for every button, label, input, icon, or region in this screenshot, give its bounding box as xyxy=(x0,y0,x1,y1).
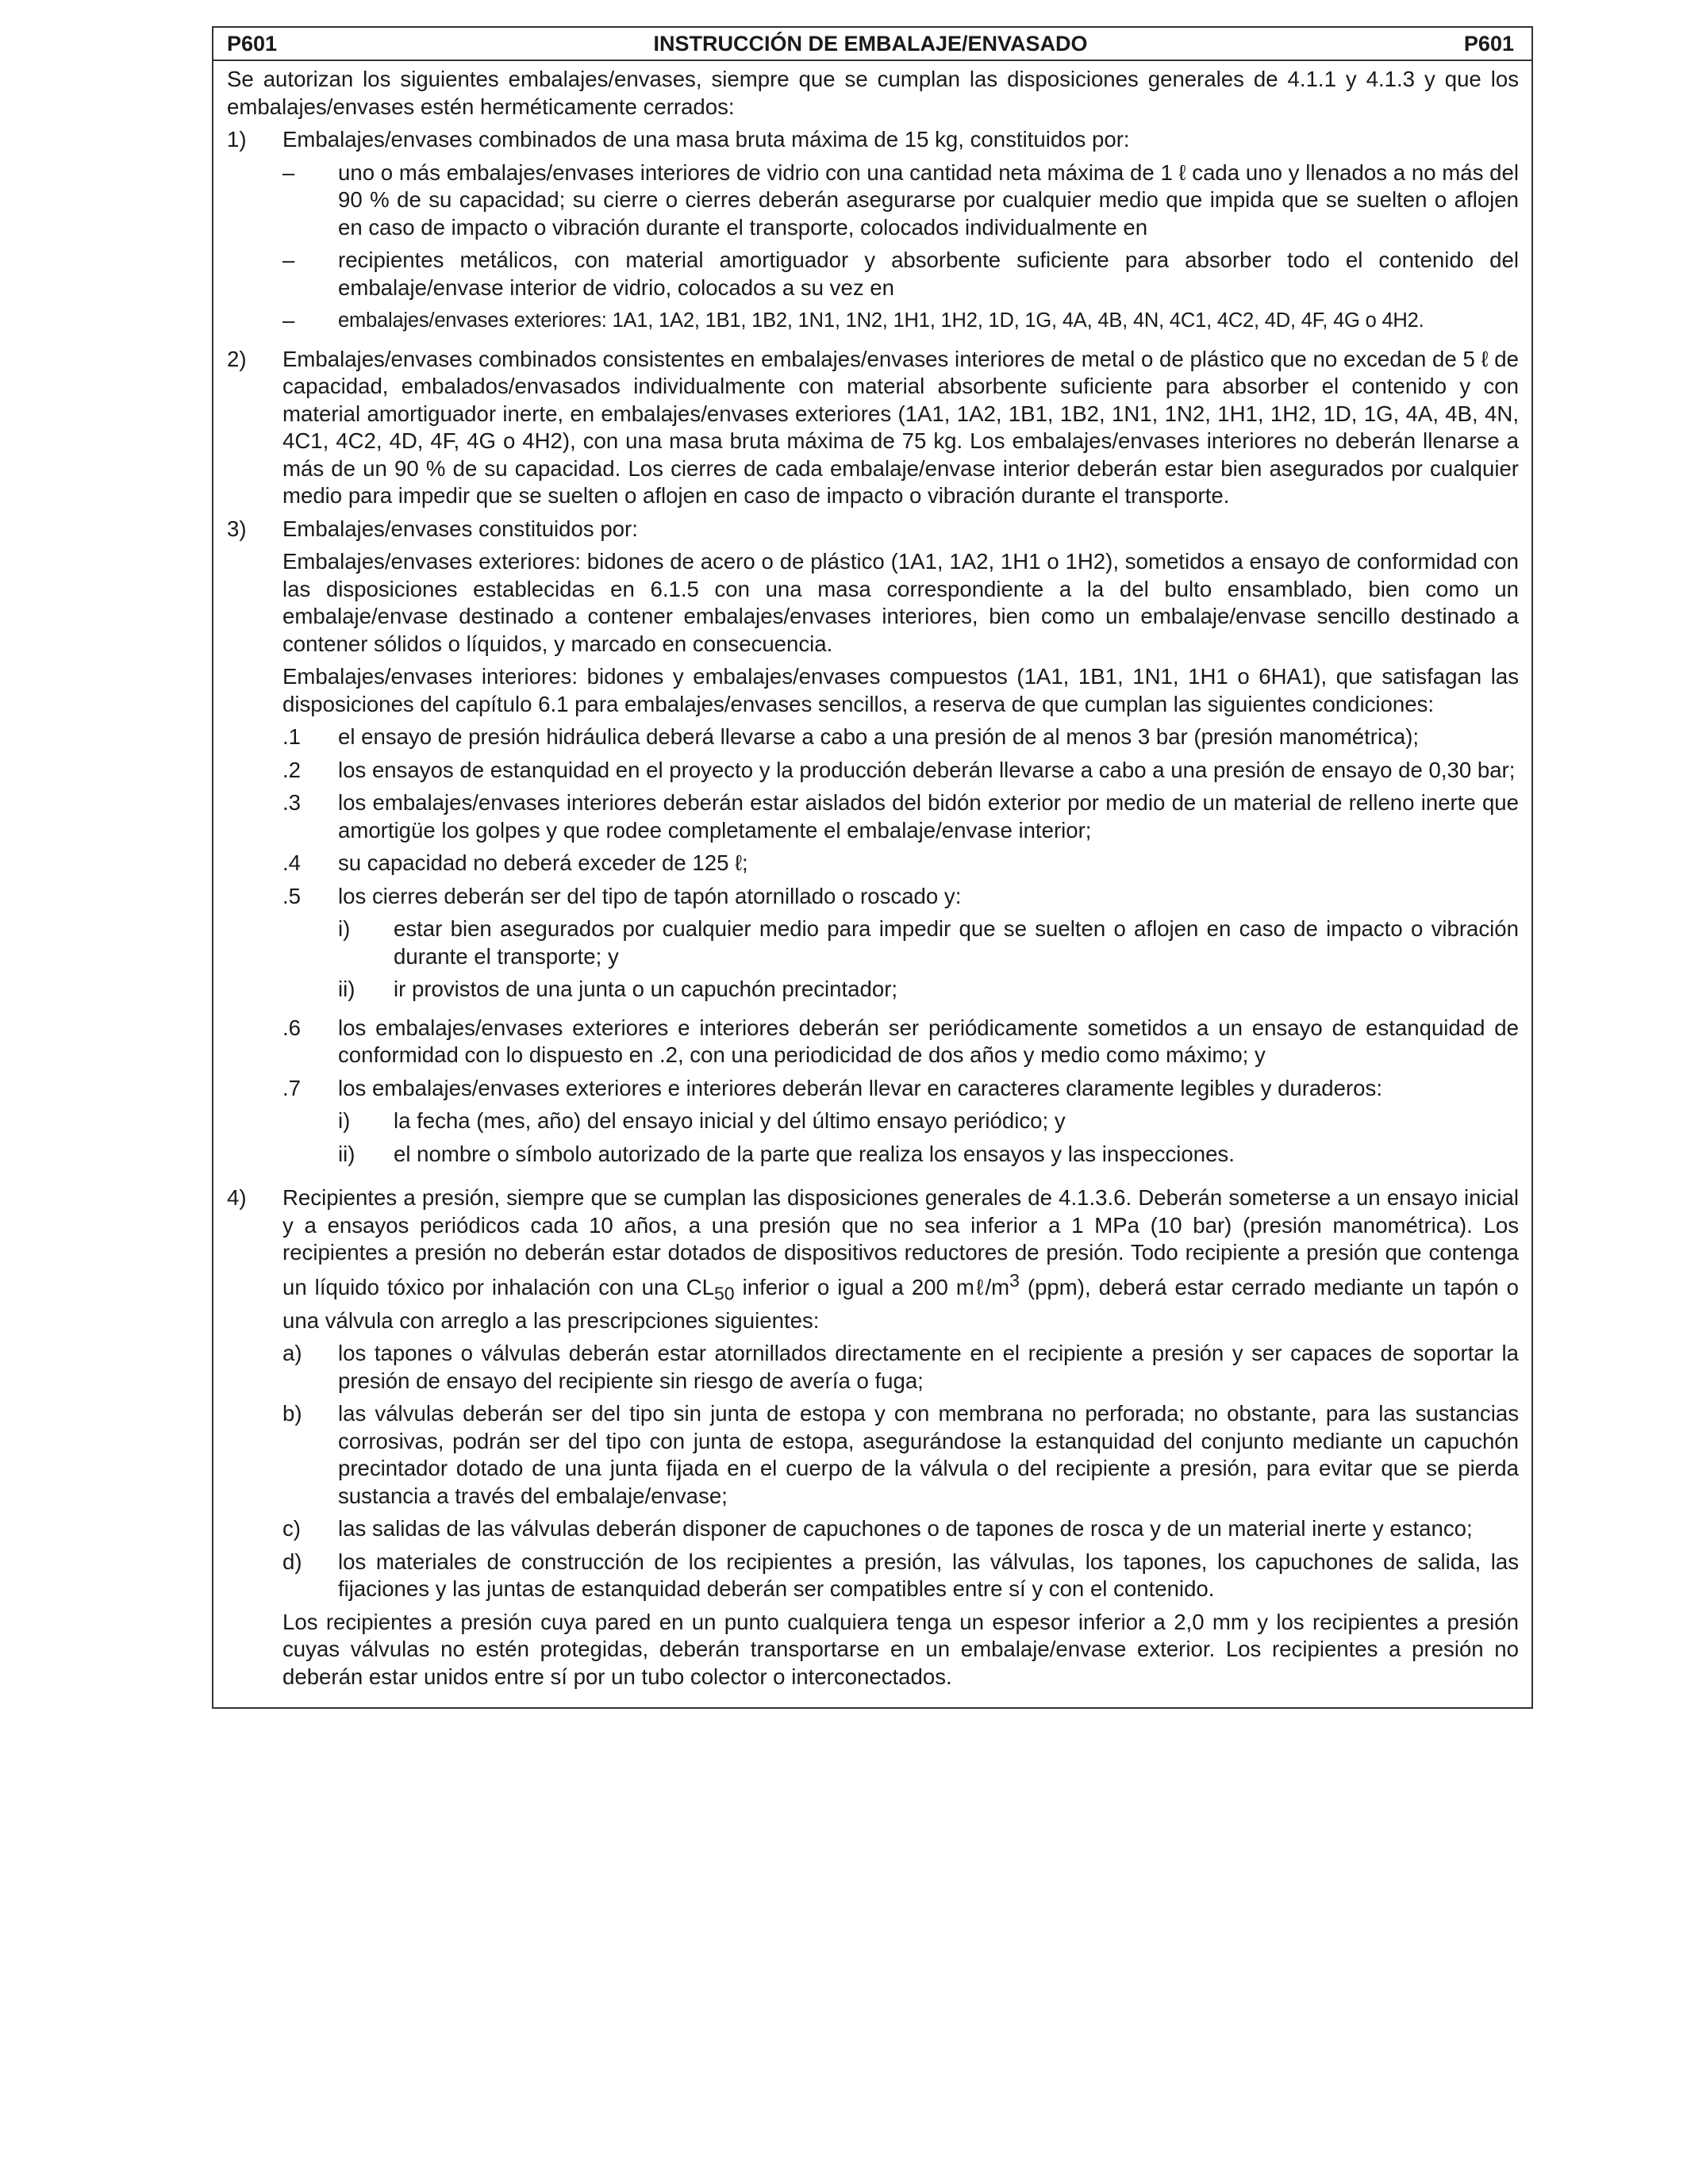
item-text xyxy=(282,1184,1519,1334)
table-header xyxy=(213,28,1531,61)
item-text: Embalajes/envases constituidos por: xyxy=(282,516,638,541)
condition-number: .4 xyxy=(282,850,302,875)
condition-number: .6 xyxy=(282,1015,302,1040)
condition-1 xyxy=(282,724,1519,751)
dash-text: embalajes/envases exteriores: 1A1, 1A2, 1B1, 1B2, 1N1, 1N2, 1H1, 1H2, 1D, 1G, 4A, 4B, 4N, 4C1, 4C2, 4D, 4F, 4G o 4H2. xyxy=(338,309,1424,332)
dash-entry xyxy=(282,307,1519,335)
condition-number: .3 xyxy=(282,790,302,815)
requirement-c xyxy=(282,1515,1519,1543)
requirement-letter: c) xyxy=(282,1516,301,1541)
item-2 xyxy=(227,346,1519,510)
condition-7 xyxy=(282,1075,1519,1174)
cubic-superscript: 3 xyxy=(1009,1269,1020,1291)
dash-mark: – xyxy=(282,248,295,272)
condition-number: .1 xyxy=(282,724,302,749)
item-1 xyxy=(227,126,1519,154)
item-text: Embalajes/envases combinados de una masa bruta máxima de 15 kg, constituidos por: xyxy=(282,127,1130,152)
dash-text: uno o más embalajes/envases interiores de vidrio con una cantidad neta máxima de 1 ℓ cada uno y llenados a no más del 90 % de su capacidad; su cierre o cierres deberán asegurarse por cualquier medio que impida que se suelten o aflojen en caso de impacto o vibración durante el transporte, colocados individualmente en xyxy=(338,159,1519,240)
requirement-letter: b) xyxy=(282,1401,302,1426)
item-number: 1) xyxy=(227,127,247,152)
condition-5 xyxy=(282,883,1519,1009)
dash-entry xyxy=(282,247,1519,301)
requirement-a xyxy=(282,1340,1519,1395)
sub-condition-text: estar bien asegurados por cualquier medio para impedir que se suelten o aflojen en caso de impacto o vibración durante el transporte; y xyxy=(394,916,1519,969)
item-3 xyxy=(227,516,1519,1180)
item-number: 4) xyxy=(227,1185,247,1210)
requirement-letter: a) xyxy=(282,1341,302,1366)
packing-instruction-table xyxy=(212,26,1533,1709)
condition-text: los embalajes/envases interiores deberán estar aislados del bidón exterior por medio de un material de relleno inerte que amortigüe los golpes y que rodee completamente el embalaje/envase interior; xyxy=(338,790,1519,843)
sub-condition xyxy=(338,1107,1519,1135)
inner-packagings-paragraph: Embalajes/envases interiores: bidones y embalajes/envases compuestos (1A1, 1B1, 1N1, 1H1 o 6HA1), que satisfagan las disposiciones del capítulo 6.1 para embalajes/envases sencillos, a reserva de que cumplan las siguientes condiciones: xyxy=(282,664,1519,716)
lc50-subscript: 50 xyxy=(713,1283,735,1304)
requirement-b xyxy=(282,1400,1519,1510)
requirement-text: los tapones o válvulas deberán estar atornillados directamente en el recipiente a presión y ser capaces de soportar la presión de ensayo del recipiente sin riesgo de avería o fuga; xyxy=(338,1341,1519,1393)
dash-mark: – xyxy=(282,159,295,185)
sub-condition-text: ir provistos de una junta o un capuchón precintador; xyxy=(394,977,898,1001)
sub-condition-number: ii) xyxy=(338,1141,355,1166)
item-number: 2) xyxy=(227,346,247,371)
sub-condition-text: la fecha (mes, año) del ensayo inicial y del último ensayo periódico; y xyxy=(394,1108,1066,1133)
intro-paragraph: Se autorizan los siguientes embalajes/envases, siempre que se cumplan las disposiciones generales de 4.1.1 y 4.1.3 y que los embalajes/envases estén herméticamente cerrados: xyxy=(227,67,1519,119)
sub-condition-number: i) xyxy=(338,1108,351,1133)
item-number: 3) xyxy=(227,516,247,541)
condition-text: los ensayos de estanquidad en el proyecto y la producción deberán llevarse a cabo a una presión de ensayo de 0,30 bar; xyxy=(338,757,1516,782)
condition-number: .7 xyxy=(282,1075,302,1100)
condition-text: los cierres deberán ser del tipo de tapón atornillado o roscado y: xyxy=(338,883,962,908)
requirement-d xyxy=(282,1549,1519,1603)
table-body xyxy=(213,61,1531,1707)
condition-text: los embalajes/envases exteriores e interiores deberán llevar en caracteres claramente legibles y duraderos: xyxy=(338,1075,1382,1100)
right-code: P601 xyxy=(1463,31,1514,56)
condition-text: el ensayo de presión hidráulica deberá llevarse a cabo a una presión de al menos 3 bar (presión manométrica); xyxy=(338,724,1420,749)
instruction-title: INSTRUCCIÓN DE EMBALAJE/ENVASADO xyxy=(653,31,1088,56)
condition-number: .5 xyxy=(282,883,302,908)
sub-condition xyxy=(338,1141,1519,1169)
requirement-letter: d) xyxy=(282,1549,302,1574)
dash-entry xyxy=(282,159,1519,242)
condition-3 xyxy=(282,789,1519,844)
requirement-text: las salidas de las válvulas deberán disponer de capuchones o de tapones de rosca y de un material inerte y estanco; xyxy=(338,1516,1473,1541)
condition-6 xyxy=(282,1015,1519,1069)
item-4 xyxy=(227,1184,1519,1691)
item-text: Embalajes/envases combinados consistentes en embalajes/envases interiores de metal o de plástico que no excedan de 5 ℓ de capacidad, embalados/envasados individualmente con material absorbente suficiente para absorber el contenido y con material amortiguador inerte, en embalajes/envases exteriores (1A1, 1A2, 1B1, 1B2, 1N1, 1N2, 1H1, 1H2, 1D, 1G, 4A, 4B, 4N, 4C1, 4C2, 4D, 4F, 4G o 4H2), con una masa bruta máxima de 75 kg. Los embalajes/envases interiores no deberán llenarse a más de un 90 % de su capacidad. Los cierres de cada embalaje/envase interior deberán estar bien asegurados por cualquier medio para impedir que se suelten o aflojen en caso de impacto o vibración durante el transporte. xyxy=(282,346,1519,508)
sub-condition-text: el nombre o símbolo autorizado de la parte que realiza los ensayos y las inspecciones. xyxy=(394,1141,1235,1166)
dash-mark: – xyxy=(282,308,295,332)
condition-2 xyxy=(282,757,1519,785)
item-text-part: Recipientes a presión, siempre que se cumplan las disposiciones generales de 4.1.3.6. Deberán someterse a un ensayo inicial y a ensayos periódicos cada 10 años, a una presión que no sea inferior a 1 MPa (10 bar) (presión manométrica). Los recipientes a presión no deberán estar dotados de dispositivos reductores de presión. Todo recipiente a presión que contenga un líquido tóxico por inhalación con una CL xyxy=(282,1185,1519,1299)
dash-text: recipientes metálicos, con material amortiguador y absorbente suficiente para absorber todo el contenido del embalaje/envase interior de vidrio, colocados a su vez en xyxy=(338,248,1519,300)
item-text-part: inferior o igual a 200 mℓ/m xyxy=(734,1274,1010,1299)
closing-paragraph: Los recipientes a presión cuya pared en un punto cualquiera tenga un espesor inferior a 2,0 mm y los recipientes a presión cuyas válvulas no estén protegidas, deberán transportarse en un embalaje/envase exterior. Los recipientes a presión no deberán estar unidos entre sí por un tubo colector o interconectados. xyxy=(282,1609,1519,1689)
left-code: P601 xyxy=(227,31,278,56)
sub-condition xyxy=(338,915,1519,970)
condition-4 xyxy=(282,850,1519,877)
sub-condition-number: i) xyxy=(338,916,351,941)
item-1-dashes xyxy=(227,159,1519,340)
sub-condition xyxy=(338,976,1519,1004)
condition-number: .2 xyxy=(282,757,302,782)
requirement-text: los materiales de construcción de los recipientes a presión, las válvulas, los tapones, los capuchones de salida, las fijaciones y las juntas de estanquidad deberán ser compatibles entre sí y con el contenido. xyxy=(338,1549,1519,1602)
item-text-part: (ppm), deberá estar cerrado mediante un tapón o una válvula con arreglo a las prescripciones siguientes: xyxy=(282,1274,1519,1333)
condition-text: los embalajes/envases exteriores e interiores deberán ser periódicamente sometidos a un ensayo de estanquidad de conformidad con lo dispuesto en .2, con una periodicidad de dos años y medio como máximo; y xyxy=(338,1015,1519,1067)
requirement-text: las válvulas deberán ser del tipo sin junta de estopa y con membrana no perforada; no obstante, para las sustancias corrosivas, podrán ser del tipo con junta de estopa, asegurándose la estanquidad del conjunto mediante un capuchón precintador dotado de una junta fijada en el cuerpo de la válvula o del recipiente a presión, para evitar que se pierda sustancia a través del embalaje/envase; xyxy=(338,1401,1519,1508)
outer-packagings-paragraph: Embalajes/envases exteriores: bidones de acero o de plástico (1A1, 1A2, 1H1 o 1H2), sometidos a ensayo de conformidad con las disposiciones establecidas en 6.1.5 con una masa correspondiente a la del bulto ensamblado, bien como un embalaje/envase destinado a contener embalajes/envases interiores, bien como un embalaje/envase sencillo destinado a contener sólidos o líquidos, y marcado en consecuencia. xyxy=(282,549,1519,656)
condition-text: su capacidad no deberá exceder de 125 ℓ; xyxy=(338,850,748,875)
sub-condition-number: ii) xyxy=(338,977,355,1001)
